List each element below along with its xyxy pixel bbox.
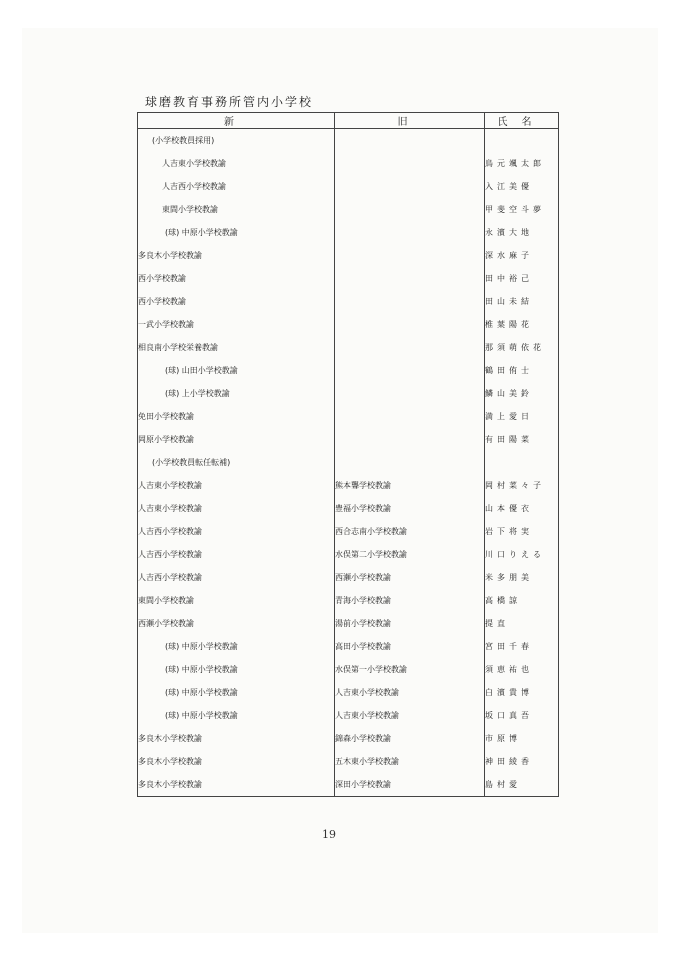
old-position-cell (335, 198, 485, 221)
name-cell: 岩下将実 (485, 520, 559, 543)
old-position-cell: 水俣第二小学校教諭 (335, 543, 485, 566)
name-cell: 提直 (485, 612, 559, 635)
new-position-cell: 多良木小学校教諭 (138, 773, 335, 797)
table-row (138, 198, 559, 221)
new-position-cell: 多良木小学校教諭 (138, 244, 335, 267)
old-position-cell (335, 336, 485, 359)
name-cell: 有田陽菜 (485, 428, 559, 451)
table-row (138, 152, 559, 175)
old-position-cell: 深田小学校教諭 (335, 773, 485, 797)
old-position-cell: 西合志南小学校教諭 (335, 520, 485, 543)
table-row (138, 175, 559, 198)
old-position-cell: 五木東小学校教諭 (335, 750, 485, 773)
old-position-cell: 豊福小学校教諭 (335, 497, 485, 520)
new-position-cell: 人吉西小学校教諭 (138, 566, 335, 589)
new-position-cell: 多良木小学校教諭 (138, 750, 335, 773)
page-number: 19 (322, 828, 336, 841)
new-position-cell: 免田小学校教諭 (138, 405, 335, 428)
table-row (138, 382, 559, 405)
name-cell: 永濱大地 (485, 221, 559, 244)
name-cell: 米多朋美 (485, 566, 559, 589)
name-cell: 入江美優 (485, 175, 559, 198)
table-row (138, 267, 559, 290)
name-cell: 市原博 (485, 727, 559, 750)
old-position-cell: 錦森小学校教諭 (335, 727, 485, 750)
old-position-cell (335, 244, 485, 267)
table-row (138, 497, 559, 520)
name-cell: 川口りえる (485, 543, 559, 566)
new-position-cell: (球) 中原小学校教諭 (138, 635, 335, 658)
section-header-row (138, 451, 559, 474)
old-position-cell (335, 221, 485, 244)
table-row (138, 566, 559, 589)
new-position-cell: 人吉東小学校教諭 (138, 152, 335, 175)
name-cell: 甲斐空斗夢 (485, 198, 559, 221)
old-position-cell (335, 359, 485, 382)
table-row (138, 612, 559, 635)
new-position-cell: 東間小学校教諭 (138, 589, 335, 612)
name-cell: 宮田千春 (485, 635, 559, 658)
name-cell: 那須萌依花 (485, 336, 559, 359)
new-position-cell: (球) 中原小学校教諭 (138, 658, 335, 681)
name-cell: 高橋諒 (485, 589, 559, 612)
old-position-cell: 高田小学校教諭 (335, 635, 485, 658)
name-cell: 満上愛日 (485, 405, 559, 428)
table-row (138, 658, 559, 681)
table-body (138, 129, 559, 797)
document-title: 球磨教育事務所管内小学校 (145, 95, 314, 109)
name-cell: 田中裕己 (485, 267, 559, 290)
old-position-cell (335, 382, 485, 405)
name-cell: 神田綾香 (485, 750, 559, 773)
new-position-cell: 一武小学校教諭 (138, 313, 335, 336)
table-row (138, 405, 559, 428)
old-position-cell (335, 405, 485, 428)
old-position-cell: 人吉東小学校教諭 (335, 681, 485, 704)
table-row (138, 773, 559, 797)
new-position-cell: (球) 中原小学校教諭 (138, 681, 335, 704)
new-position-cell: (球) 中原小学校教諭 (138, 704, 335, 727)
name-cell: 鱗山美鈴 (485, 382, 559, 405)
old-position-cell: 熊本聾学校教諭 (335, 474, 485, 497)
old-position-cell (335, 313, 485, 336)
old-position-cell (335, 290, 485, 313)
name-cell: 須恵祐也 (485, 658, 559, 681)
header-old: 旧 (335, 113, 485, 129)
name-cell: 鶴田侑士 (485, 359, 559, 382)
old-position-cell: 青海小学校教諭 (335, 589, 485, 612)
new-position-cell: (球) 山田小学校教諭 (138, 359, 335, 382)
table-row (138, 290, 559, 313)
old-position-cell: 西瀬小学校教諭 (335, 566, 485, 589)
section-label: (小学校教員転任転補) (138, 451, 335, 474)
table-row (138, 727, 559, 750)
name-cell: 白濱貴博 (485, 681, 559, 704)
old-position-cell: 水俣第一小学校教諭 (335, 658, 485, 681)
new-position-cell: 東間小学校教諭 (138, 198, 335, 221)
old-position-cell (335, 267, 485, 290)
name-cell: 椎葉陽花 (485, 313, 559, 336)
name-cell: 鳥元颯太郎 (485, 152, 559, 175)
table-row (138, 474, 559, 497)
name-cell: 山本優衣 (485, 497, 559, 520)
table-row (138, 428, 559, 451)
name-cell: 岡村菜々子 (485, 474, 559, 497)
new-position-cell: (球) 上小学校教諭 (138, 382, 335, 405)
table-row (138, 750, 559, 773)
table-row (138, 221, 559, 244)
table-row (138, 589, 559, 612)
table-row (138, 704, 559, 727)
personnel-table (137, 112, 559, 797)
header-new: 新 (138, 113, 335, 129)
section-empty-cell (335, 129, 485, 153)
new-position-cell: 人吉西小学校教諭 (138, 175, 335, 198)
table-row (138, 313, 559, 336)
table-row (138, 520, 559, 543)
new-position-cell: 人吉西小学校教諭 (138, 520, 335, 543)
name-cell: 深水麻子 (485, 244, 559, 267)
section-empty-cell (485, 451, 559, 474)
old-position-cell (335, 152, 485, 175)
new-position-cell: 岡原小学校教諭 (138, 428, 335, 451)
new-position-cell: (球) 中原小学校教諭 (138, 221, 335, 244)
name-cell: 田山未結 (485, 290, 559, 313)
table-row (138, 543, 559, 566)
old-position-cell: 人吉東小学校教諭 (335, 704, 485, 727)
table-header-row (138, 113, 559, 129)
new-position-cell: 人吉東小学校教諭 (138, 497, 335, 520)
new-position-cell: 西小学校教諭 (138, 267, 335, 290)
old-position-cell (335, 428, 485, 451)
old-position-cell (335, 175, 485, 198)
table-row (138, 681, 559, 704)
new-position-cell: 人吉東小学校教諭 (138, 474, 335, 497)
table-row (138, 635, 559, 658)
table-row (138, 359, 559, 382)
new-position-cell: 西瀬小学校教諭 (138, 612, 335, 635)
section-label: (小学校教員採用) (138, 129, 335, 153)
section-empty-cell (335, 451, 485, 474)
new-position-cell: 相良南小学校栄養教諭 (138, 336, 335, 359)
new-position-cell: 人吉西小学校教諭 (138, 543, 335, 566)
old-position-cell: 湯前小学校教諭 (335, 612, 485, 635)
section-empty-cell (485, 129, 559, 153)
name-cell: 島村愛 (485, 773, 559, 797)
name-cell: 坂口真吾 (485, 704, 559, 727)
section-header-row (138, 129, 559, 153)
table-row (138, 336, 559, 359)
header-name: 氏名 (485, 113, 559, 129)
new-position-cell: 西小学校教諭 (138, 290, 335, 313)
table-row (138, 244, 559, 267)
new-position-cell: 多良木小学校教諭 (138, 727, 335, 750)
